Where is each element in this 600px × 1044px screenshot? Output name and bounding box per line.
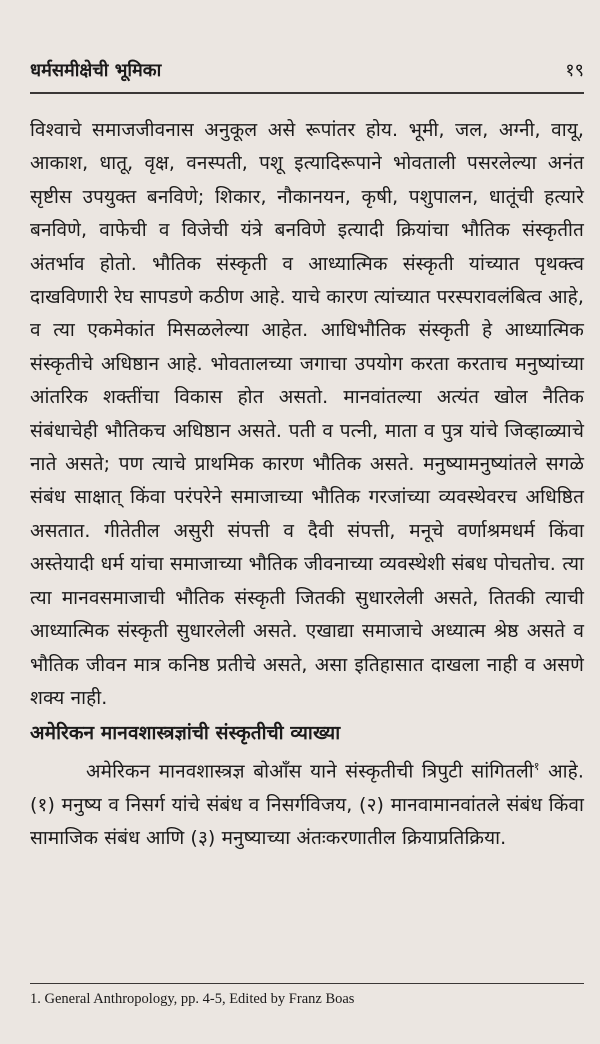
footnote-divider bbox=[30, 983, 584, 984]
section-heading: अमेरिकन मानवशास्त्रज्ञांची संस्कृतीची व्याख्या bbox=[30, 722, 341, 745]
footnote: 1. General Anthropology, pp. 4-5, Edited by Franz Boas bbox=[30, 991, 355, 1007]
paragraph-text-start: अमेरिकन मानवशास्त्रज्ञ बोआँस याने संस्कृतीची त्रिपुटी सांगितली bbox=[86, 760, 534, 783]
running-title: धर्मसमीक्षेची भूमिका bbox=[30, 60, 162, 81]
footnote-marker[interactable]: १ bbox=[533, 760, 540, 774]
body-text bbox=[30, 114, 584, 856]
page-number: १९ bbox=[565, 60, 584, 81]
paragraph-boas-definition bbox=[30, 750, 584, 856]
running-header bbox=[30, 58, 584, 94]
paragraph-text-end: आहे. (१) मनुष्य व निसर्ग यांचे संबंध व निसर्गविजय, (२) मानवामानवांतले संबंध किंवा सामाजिक संबंध आणि (३) मनुष्याच्या अंतःकरणातील क्रियाप्रतिक्रिया. bbox=[30, 760, 584, 850]
paragraph-continued: विश्वाचे समाजजीवनास अनुकूल असे रूपांतर होय. भूमी, जल, अग्नी, वायू, आकाश, धातू, वृक्ष, वनस्पती, पशू इत्यादिरूपाने भोवताली पसरलेल्या अनंत सृष्टीस उपयुक्त बनविणे; शिकार, नौकानयन, कृषी, पशुपालन, धातूंची हत्यारे बनविणे, वाफेची व विजेची यंत्रे बनविणे इत्यादी क्रियांचा भौतिक संस्कृतीत अंतर्भाव होतो. भौतिक संस्कृती व आध्यात्मिक संस्कृती यांच्यात पृथक्त्व दाखविणारी रेघ सापडणे कठीण आहे. याचे कारण त्यांच्यात परस्परावलंबित्व आहे, व त्या एकमेकांत मिसळलेल्या आहेत. आधिभौतिक संस्कृती हे आध्यात्मिक संस्कृतीचे अधिष्ठान आहे. भोवतालच्या जगाचा उपयोग करता करताच मनुष्यांच्या आंतरिक शक्तींचा विकास होत असतो. मानवांतल्या अत्यंत खोल नैतिक संबंधाचेही भौतिकच अधिष्ठान असते. पती व पत्नी, माता व पुत्र यांचे जिव्हाळ्याचे नाते असते; पण त्याचे प्राथमिक कारण भौतिक असते. मनुष्यामनुष्यांतले सगळे संबंध साक्षात् किंवा परंपरेने समाजाच्या भौतिक गरजांच्या व्यवस्थेवरच अधिष्ठित असतात. गीतेतील असुरी संपत्ती व दैवी संपत्ती, मनूचे वर्णाश्रमधर्म किंवा अस्तेयादी धर्म यांचा समाजाच्या भौतिक जीवनाच्या व्यवस्थेशी संबध पोचतोच. त्या त्या मानवसमाजाची भौतिक संस्कृती जितकी सुधारलेली असते, तितकी त्याची आध्यात्मिक संस्कृती सुधारलेली असते. एखाद्या समाजाचे अध्यात्म श्रेष्ठ असते व भौतिक जीवन मात्र कनिष्ठ प्रतीचे असते, असा इतिहासात दाखला नाही व असणे शक्य नाही. bbox=[30, 119, 584, 709]
